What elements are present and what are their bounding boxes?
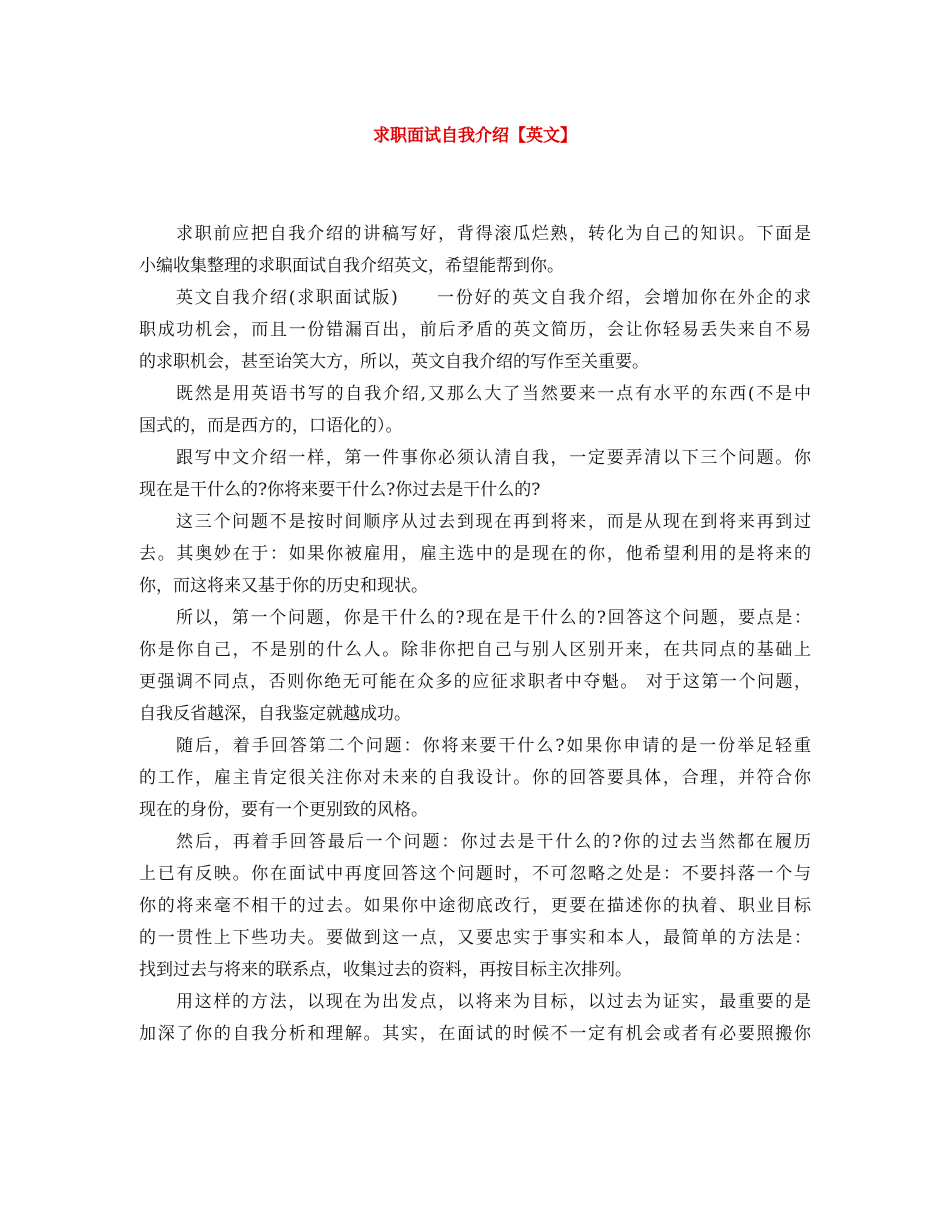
text-line: 现在的身份，要有一个更别致的风格。 — [139, 800, 428, 820]
text-line: 你是你自己，不是别的什么人。除非你把自己与别人区别开来，在共同点的基础上 — [139, 640, 811, 660]
text-line: 这三个问题不是按时间顺序从过去到现在再到将来，而是从现在到将来再到过 — [176, 512, 811, 532]
text-line: 你，而这将来又基于你的历史和现状。 — [139, 576, 428, 596]
text-line: 找到过去与将来的联系点，收集过去的资料，再按目标主次排列。 — [139, 960, 632, 980]
text-line: 求职前应把自我介绍的讲稿写好，背得滚瓜烂熟，转化为自己的知识。下面是 — [176, 224, 811, 244]
text-line: 加深了你的自我分析和理解。其实，在面试的时候不一定有机会或者有必要照搬你 — [139, 1024, 811, 1044]
text-line: 自我反省越深，自我鉴定就越成功。 — [139, 704, 411, 724]
text-line: 上已有反映。你在面试中再度回答这个问题时，不可忽略之处是：不要抖落一个与 — [139, 864, 811, 884]
text-line: 既然是用英语书写的自我介绍,又那么大了当然要来一点有水平的东西(不是中 — [176, 384, 811, 404]
text-line: 职成功机会，而且一份错漏百出，前后矛盾的英文简历，会让你轻易丢失来自不易 — [139, 320, 811, 340]
document-title: 求职面试自我介绍【英文】 — [373, 126, 577, 146]
text-line: 的求职机会，甚至诒笑大方，所以，英文自我介绍的写作至关重要。 — [139, 352, 649, 372]
text-line: 现在是干什么的?你将来要干什么?你过去是干什么的? — [139, 480, 541, 500]
text-line: 跟写中文介绍一样，第一件事你必须认清自我，一定要弄清以下三个问题。你 — [176, 448, 811, 468]
text-line: 的工作，雇主肯定很关注你对未来的自我设计。你的回答要具体，合理，并符合你 — [139, 768, 811, 788]
text-line: 的一贯性上下些功夫。要做到这一点，又要忠实于事实和本人，最简单的方法是： — [139, 928, 811, 948]
document-body — [139, 218, 811, 1050]
text-line: 用这样的方法，以现在为出发点，以将来为目标，以过去为证实，最重要的是 — [176, 992, 811, 1012]
text-line: 然后，再着手回答最后一个问题：你过去是干什么的?你的过去当然都在履历 — [176, 832, 811, 852]
text-line: 随后，着手回答第二个问题：你将来要干什么?如果你申请的是一份举足轻重 — [176, 736, 811, 756]
text-line: 英文自我介绍(求职面试版) 一份好的英文自我介绍，会增加你在外企的求 — [176, 288, 811, 308]
text-line: 更强调不同点，否则你绝无可能在众多的应征求职者中夺魁。 对于这第一个问题， — [139, 672, 811, 692]
text-line: 国式的，而是西方的，口语化的）。 — [139, 416, 403, 436]
text-line: 去。其奥妙在于：如果你被雇用，雇主选中的是现在的你，他希望利用的是将来的 — [139, 544, 811, 564]
text-line: 所以，第一个问题，你是干什么的?现在是干什么的?回答这个问题，要点是： — [176, 608, 811, 628]
text-line: 你的将来毫不相干的过去。如果你中途彻底改行，更要在描述你的执着、职业目标 — [139, 896, 811, 916]
text-line: 小编收集整理的求职面试自我介绍英文，希望能帮到你。 — [139, 256, 564, 276]
